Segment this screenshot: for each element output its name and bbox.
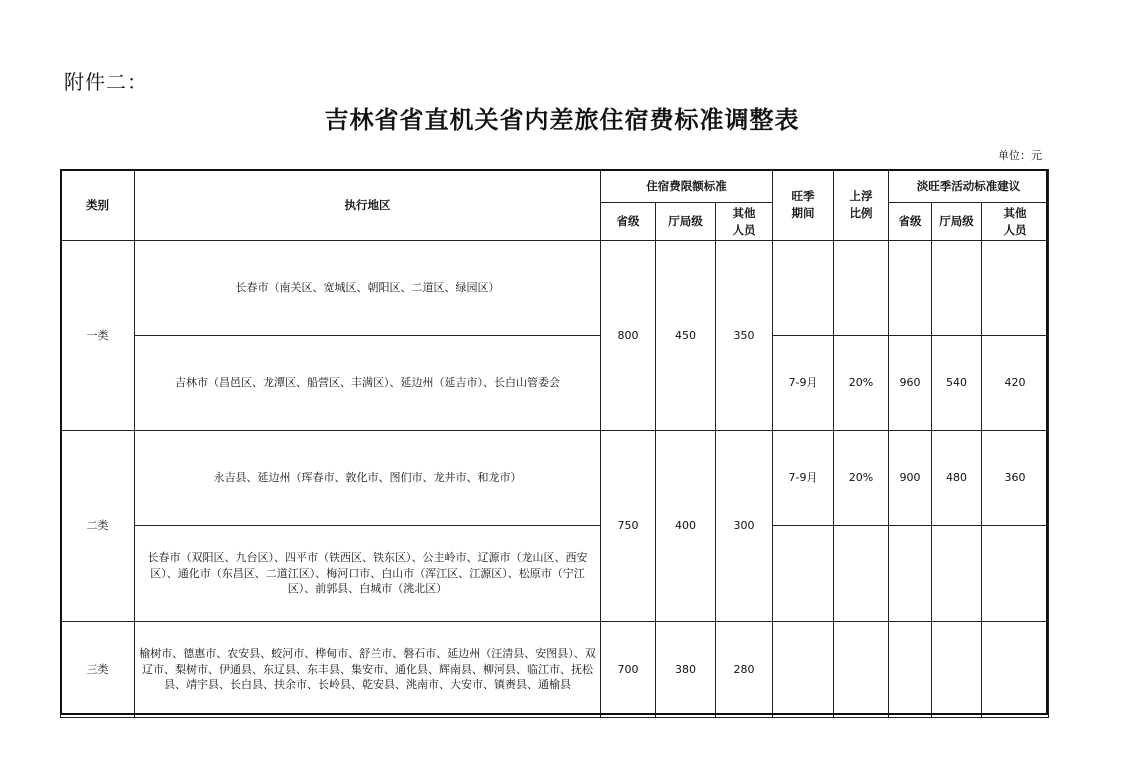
table-row	[61, 241, 1049, 336]
float-ratio-cell	[834, 622, 889, 718]
season-provincial-cell	[889, 241, 932, 336]
lodging-standard-table	[60, 169, 1049, 718]
limit-provincial-cell: 750	[601, 431, 656, 622]
header-season-other: 其他人员	[982, 203, 1049, 241]
region-cell: 吉林市（昌邑区、龙潭区、船营区、丰满区）、延边州（延吉市）、长白山管委会	[135, 336, 601, 431]
season-bureau-cell: 540	[932, 336, 982, 431]
region-cell: 长春市（南关区、宽城区、朝阳区、二道区、绿园区）	[135, 241, 601, 336]
float-ratio-cell	[834, 241, 889, 336]
limit-other-cell: 300	[716, 431, 773, 622]
peak-period-cell	[773, 622, 834, 718]
header-season-group: 淡旺季活动标准建议	[889, 170, 1049, 203]
peak-period-cell: 7-9月	[773, 336, 834, 431]
limit-provincial-cell: 700	[601, 622, 656, 718]
limit-bureau-cell: 380	[656, 622, 716, 718]
season-other-cell	[982, 526, 1049, 622]
table-row	[61, 622, 1049, 718]
attachment-label: 附件二：	[64, 70, 148, 94]
peak-period-cell: 7-9月	[773, 431, 834, 526]
category-cell: 一类	[61, 241, 135, 431]
header-float-ratio: 上浮比例	[834, 170, 889, 241]
region-cell: 榆树市、德惠市、农安县、蛟河市、桦甸市、舒兰市、磐石市、延边州（汪清县、安图县）、双辽市、梨树市、伊通县、东辽县、东丰县、集安市、通化县、辉南县、柳河县、临江市、抚松县、靖宇县、长白县、扶余市、长岭县、乾安县、洮南市、大安市、镇赉县、通榆县	[135, 622, 601, 718]
limit-bureau-cell: 450	[656, 241, 716, 431]
limit-other-cell: 280	[716, 622, 773, 718]
limit-provincial-cell: 800	[601, 241, 656, 431]
table-row	[61, 431, 1049, 526]
season-other-cell	[982, 622, 1049, 718]
header-limit-bureau: 厅局级	[656, 203, 716, 241]
header-season-bureau: 厅局级	[932, 203, 982, 241]
category-cell: 二类	[61, 431, 135, 622]
float-ratio-cell	[834, 526, 889, 622]
region-cell: 长春市（双阳区、九台区）、四平市（铁西区、铁东区）、公主岭市、辽源市（龙山区、西安区）、通化市（东昌区、二道江区）、梅河口市、白山市（浑江区、江源区）、松原市（宁江区）、前郭县、白城市（洮北区）	[135, 526, 601, 622]
season-provincial-cell	[889, 622, 932, 718]
season-other-cell: 360	[982, 431, 1049, 526]
season-provincial-cell: 960	[889, 336, 932, 431]
header-limit-group: 住宿费限额标准	[601, 170, 773, 203]
category-cell: 三类	[61, 622, 135, 718]
document-title: 吉林省省直机关省内差旅住宿费标准调整表	[324, 105, 800, 134]
season-bureau-cell	[932, 241, 982, 336]
header-category: 类别	[61, 170, 135, 241]
table-row	[61, 336, 1049, 431]
header-limit-other: 其他人员	[716, 203, 773, 241]
season-bureau-cell	[932, 622, 982, 718]
float-ratio-cell: 20%	[834, 431, 889, 526]
season-other-cell: 420	[982, 336, 1049, 431]
float-ratio-cell: 20%	[834, 336, 889, 431]
peak-period-cell	[773, 526, 834, 622]
season-other-cell	[982, 241, 1049, 336]
season-bureau-cell: 480	[932, 431, 982, 526]
header-row-1	[61, 170, 1049, 203]
peak-period-cell	[773, 241, 834, 336]
region-cell: 永吉县、延边州（珲春市、敦化市、图们市、龙井市、和龙市）	[135, 431, 601, 526]
table-row	[61, 526, 1049, 622]
header-limit-provincial: 省级	[601, 203, 656, 241]
limit-bureau-cell: 400	[656, 431, 716, 622]
limit-other-cell: 350	[716, 241, 773, 431]
season-provincial-cell: 900	[889, 431, 932, 526]
unit-label: 单位：元	[998, 149, 1042, 162]
season-bureau-cell	[932, 526, 982, 622]
season-provincial-cell	[889, 526, 932, 622]
header-peak-period: 旺季期间	[773, 170, 834, 241]
header-season-provincial: 省级	[889, 203, 932, 241]
header-region: 执行地区	[135, 170, 601, 241]
